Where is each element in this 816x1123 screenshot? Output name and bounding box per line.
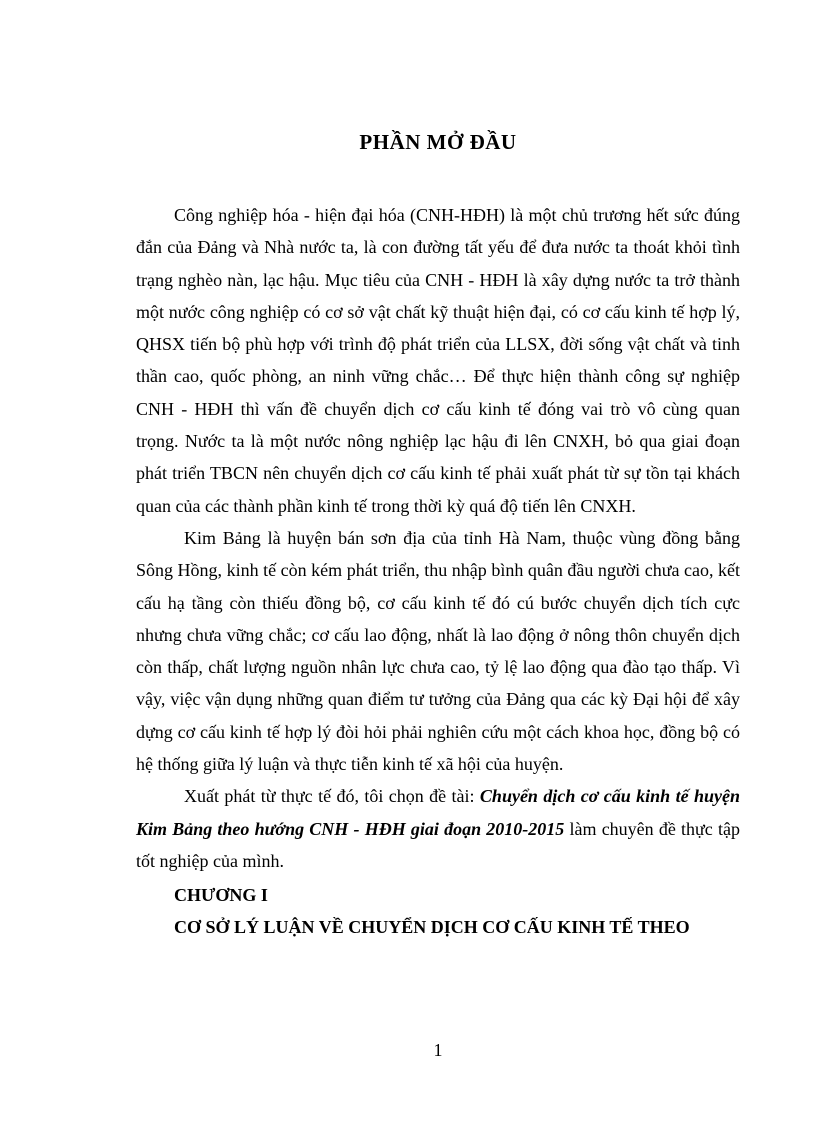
topic-trailing-text: làm chuyên đề thực tập tốt nghiệp của mình. xyxy=(136,818,740,871)
chapter-label: CHƯƠNG I xyxy=(174,885,268,906)
topic-title: Chuyển dịch cơ cấu kinh tế huyện Kim Bảng theo hướng CNH - HĐH giai đoạn 2010-2015 xyxy=(136,786,740,839)
topic-lead-text: Xuất phát từ thực tế đó, tôi chọn đề tài: xyxy=(184,786,480,807)
page-heading: PHẦN MỞ ĐẦU xyxy=(359,130,517,154)
paragraph-topic xyxy=(136,780,740,877)
chapter-title: CƠ SỞ LÝ LUẬN VỀ CHUYỂN DỊCH CƠ CẤU KINH TẾ THEO xyxy=(174,917,690,938)
paragraph-kim-bang: Kim Bảng là huyện bán sơn địa của tỉnh Hà Nam, thuộc vùng đồng bằng Sông Hồng, kinh tế còn kém phát triển, thu nhập bình quân đầu người chưa cao, kết cấu hạ tầng còn thiếu đồng bộ, cơ cấu kinh tế đó cú bước chuyển dịch tích cực nhưng chưa vững chắc; cơ cấu lao động, nhất là lao động ở nông thôn chuyển dịch còn thấp, chất lượng nguồn nhân lực chưa cao, tỷ lệ lao động qua đào tạo thấp. Vì vậy, việc vận dụng những quan điểm tư tưởng của Đảng qua các kỳ Đại hội để xây dựng cơ cấu kinh tế hợp lý đòi hỏi phải nghiên cứu một cách khoa học, đồng bộ có hệ thống giữa lý luận và thực tiễn kinh tế xã hội của huyện. xyxy=(136,527,740,775)
page-number: 1 xyxy=(433,1040,443,1060)
body-text xyxy=(136,199,740,943)
paragraph-intro: Công nghiệp hóa - hiện đại hóa (CNH-HĐH) là một chủ trương hết sức đúng đắn của Đảng và Nhà nước ta, là con đường tất yếu để đưa nước ta thoát khỏi tình trạng nghèo nàn, lạc hậu. Mục tiêu của CNH - HĐH là xây dựng nước ta trở thành một nước công nghiệp có cơ sở vật chất kỹ thuật hiện đại, có cơ cấu kinh tế hợp lý, QHSX tiến bộ phù hợp với trình độ phát triển của LLSX, đời sống vật chất và tinh thần cao, quốc phòng, an ninh vững chắc… Để thực hiện thành công sự nghiệp CNH - HĐH thì vấn đề chuyển dịch cơ cấu kinh tế đóng vai trò vô cùng quan trọng. Nước ta là một nước nông nghiệp lạc hậu đi lên CNXH, bỏ qua giai đoạn phát triển TBCN nên chuyển dịch cơ cấu kinh tế phải xuất phát từ sự tồn tại khách quan của các thành phần kinh tế trong thời kỳ quá độ tiến lên CNXH. xyxy=(136,205,740,516)
